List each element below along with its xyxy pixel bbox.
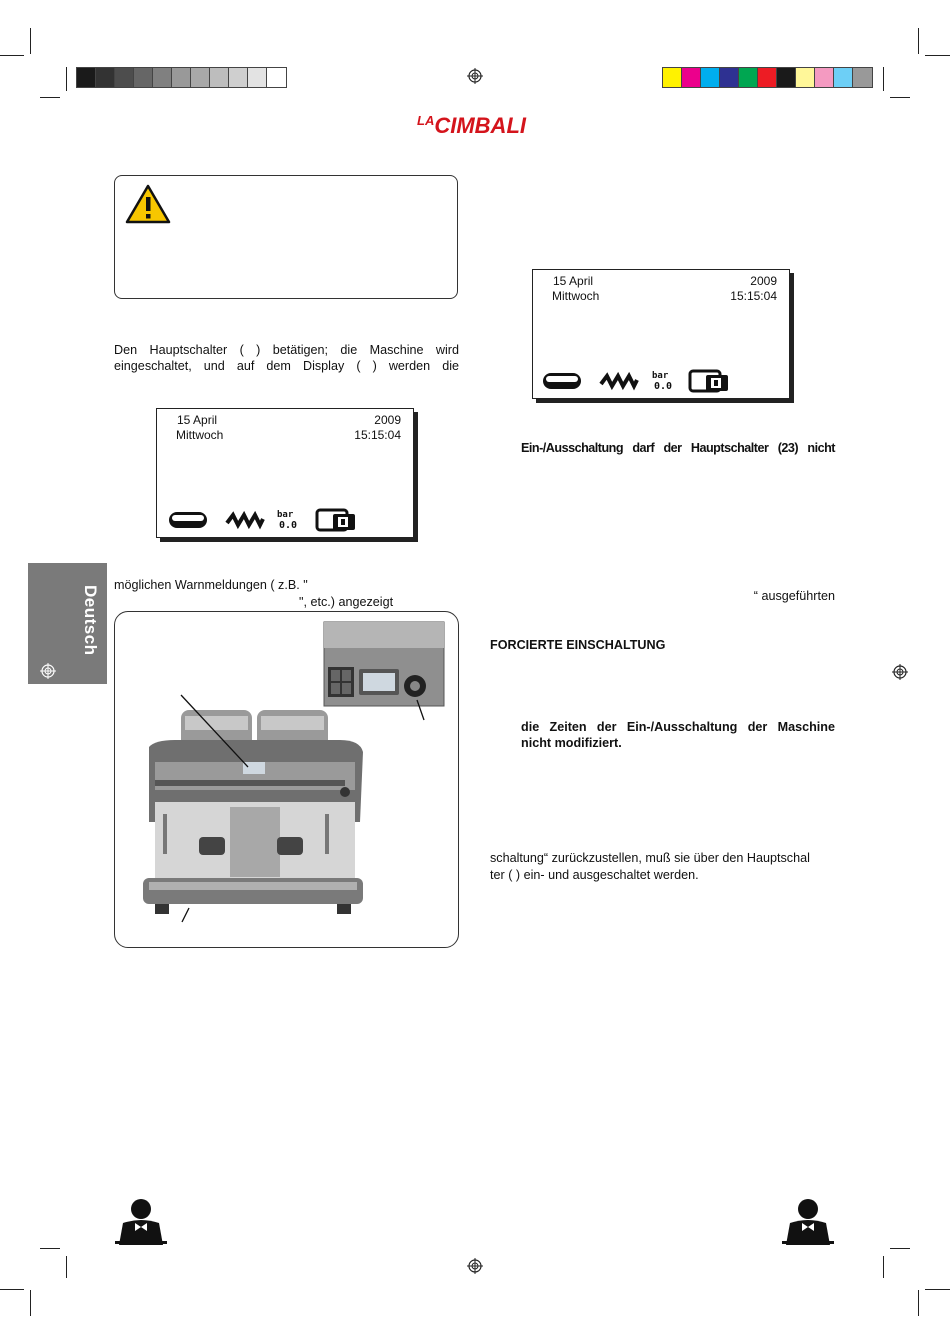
- barista-icon: [115, 1197, 167, 1247]
- language-label: Deutsch: [81, 585, 100, 656]
- color-swatch: [720, 68, 739, 87]
- registration-mark-icon: [40, 663, 56, 679]
- barista-icon: [782, 1197, 834, 1247]
- warning-box: [114, 175, 458, 299]
- color-swatch: [134, 68, 153, 87]
- executed-text: “ ausgeführten: [753, 589, 835, 603]
- brand-name: CIMBALI: [434, 113, 526, 138]
- color-swatch: [96, 68, 115, 87]
- color-swatch: [210, 68, 229, 87]
- registration-mark-icon: [467, 1258, 483, 1274]
- cup-warmer-icon: [315, 505, 359, 533]
- language-side-tab: [28, 563, 107, 684]
- grayscale-color-bar: [76, 67, 287, 88]
- timing-note-line-2: nicht modifiziert.: [521, 736, 622, 750]
- color-swatch: [739, 68, 758, 87]
- display-weekday: Mittwoch: [552, 289, 600, 303]
- forced-start-heading: FORCIERTE EINSCHALTUNG: [490, 638, 666, 652]
- color-swatch: [682, 68, 701, 87]
- pressure-value: 0.0: [279, 520, 298, 531]
- timing-note-line-1: die Zeiten der Ein-/Ausschaltung der Maschine: [521, 720, 835, 734]
- brand-logo: [417, 113, 526, 139]
- reset-text-line-1: schaltung“ zurückzustellen, muß sie über den Hauptschal: [490, 851, 810, 865]
- color-swatch: [229, 68, 248, 87]
- display-date: 15 April: [177, 413, 218, 427]
- power-on-text-line-2: eingeschaltet, und auf dem Display ( ) werden die: [114, 359, 459, 373]
- color-swatch: [267, 68, 286, 87]
- pressure-value: 0.0: [654, 381, 673, 392]
- power-on-text-line-1: Den Hauptschalter ( ) betätigen; die Maschine wird: [114, 343, 459, 357]
- color-swatch: [663, 68, 682, 87]
- display-date: 15 April: [553, 274, 594, 288]
- registration-mark-icon: [892, 664, 908, 680]
- display-weekday: Mittwoch: [176, 428, 224, 442]
- display-year: 2009: [374, 413, 401, 427]
- color-swatch: [796, 68, 815, 87]
- registration-mark-icon: [467, 68, 483, 84]
- display-time: 15:15:04: [730, 289, 777, 303]
- color-swatch: [701, 68, 720, 87]
- color-swatch: [834, 68, 853, 87]
- pressure-unit-label: bar: [277, 510, 294, 520]
- color-swatch: [191, 68, 210, 87]
- color-swatch: [172, 68, 191, 87]
- display-time: 15:15:04: [354, 428, 401, 442]
- boiler-icon: [541, 370, 583, 392]
- color-swatch: [153, 68, 172, 87]
- reset-text-line-2: ter ( ) ein- und ausgeschaltet werden.: [490, 868, 699, 882]
- heating-wave-icon: [225, 509, 265, 531]
- warning-messages-line-2: ", etc.) angezeigt: [299, 595, 394, 609]
- machine-photo-box: [114, 611, 459, 948]
- display-screen-left: [156, 408, 414, 538]
- color-swatch: [248, 68, 267, 87]
- color-swatch: [777, 68, 796, 87]
- display-year: 2009: [750, 274, 777, 288]
- warning-triangle-icon: [125, 184, 171, 224]
- pressure-unit-label: bar: [652, 371, 669, 381]
- cup-warmer-icon: [688, 366, 732, 394]
- color-swatch: [758, 68, 777, 87]
- main-switch-note: Ein-/Ausschaltung darf der Hauptschalter (23) nicht: [521, 441, 835, 455]
- color-swatch: [115, 68, 134, 87]
- display-screen-right: [532, 269, 790, 399]
- color-swatch: [853, 68, 872, 87]
- warning-messages-line-1: möglichen Warnmeldungen ( z.B. ": [114, 578, 308, 592]
- heating-wave-icon: [599, 370, 639, 392]
- color-swatch: [77, 68, 96, 87]
- brand-prefix: LA: [417, 113, 435, 128]
- color-swatch: [815, 68, 834, 87]
- cmyk-color-bar: [662, 67, 873, 88]
- boiler-icon: [167, 509, 209, 531]
- espresso-machine-illustration: [115, 612, 458, 947]
